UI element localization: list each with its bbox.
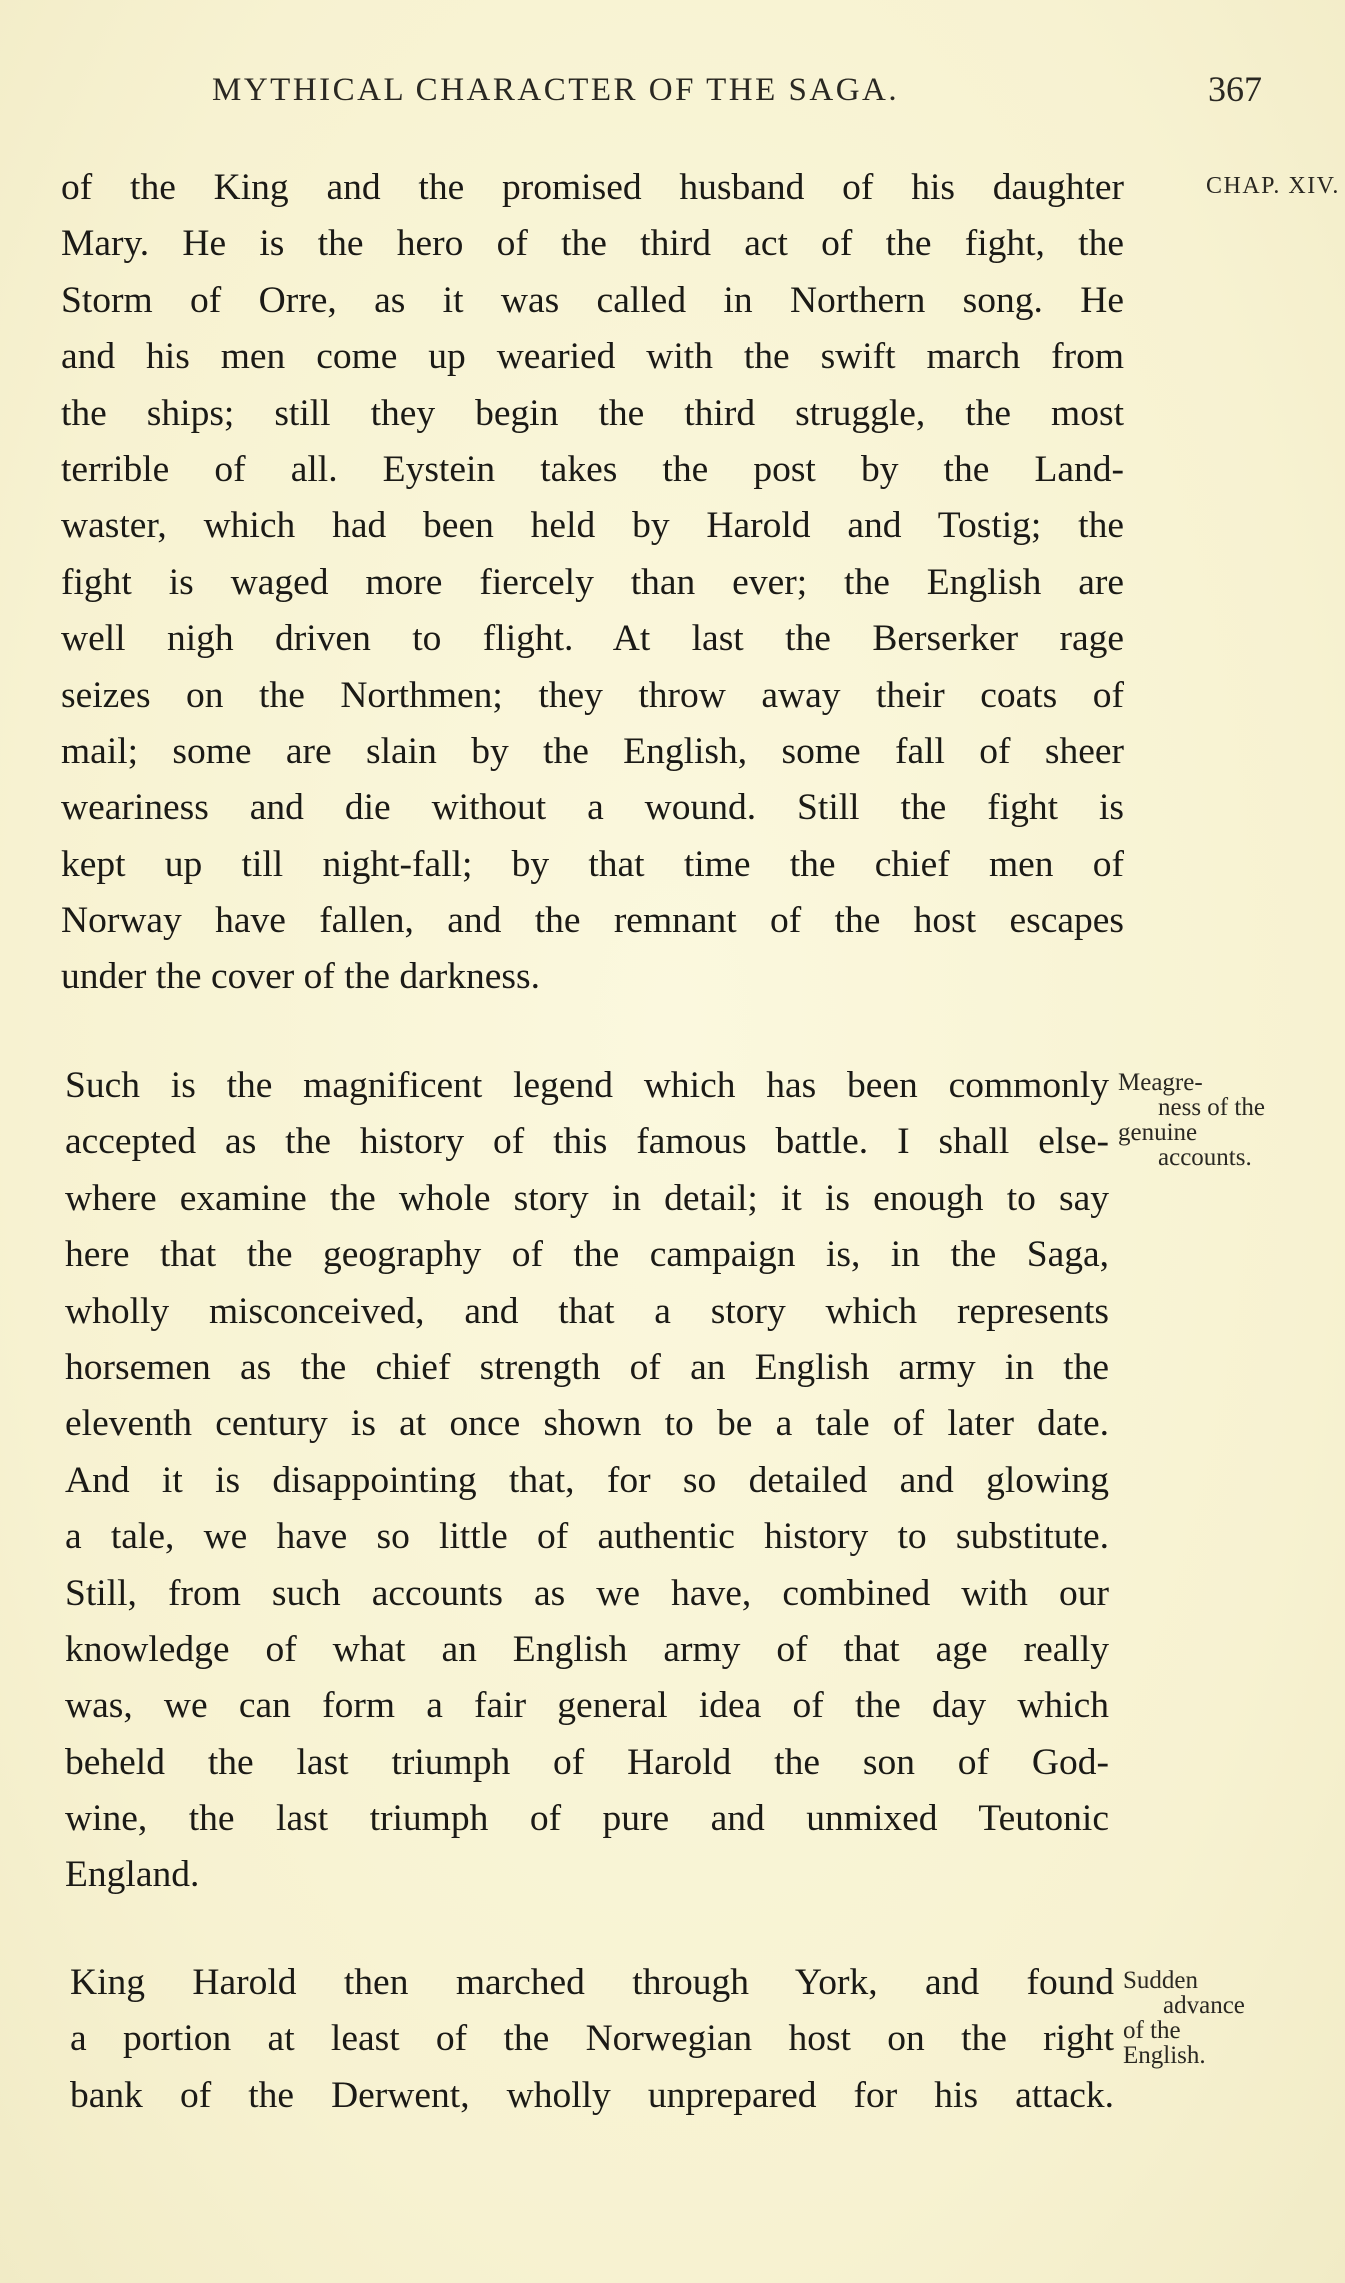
text-line: and his men come up wearied with the swift march from xyxy=(61,336,1124,378)
text-line: waster, which had been held by Harold and Tostig; the xyxy=(61,505,1124,547)
text-line: England. xyxy=(65,1854,200,1896)
text-line: the ships; still they begin the third struggle, the most xyxy=(61,392,1124,434)
text-line: beheld the last triumph of Harold the son of God- xyxy=(65,1741,1109,1783)
chapter-margin-note: CHAP. XIV. xyxy=(1206,173,1340,199)
margin-note-line: ness of the xyxy=(1158,1094,1265,1121)
paragraph-1 xyxy=(61,160,1124,1006)
text-line: knowledge of what an English army of that age really xyxy=(65,1628,1109,1670)
paragraph-3 xyxy=(70,1955,1114,2124)
text-line: under the cover of the darkness. xyxy=(61,956,540,998)
text-line: Storm of Orre, as it was called in Northern song. He xyxy=(61,279,1124,321)
text-line: Mary. He is the hero of the third act of the fight, the xyxy=(61,223,1124,265)
text-line: King Harold then marched through York, and found xyxy=(70,1962,1114,2003)
margin-note-line: accounts. xyxy=(1158,1144,1252,1171)
text-line: here that the geography of the campaign is, in the Saga, xyxy=(65,1234,1109,1276)
text-line: wholly misconceived, and that a story which represents xyxy=(65,1290,1109,1332)
paragraph-2 xyxy=(65,1058,1109,1904)
margin-note-line: Meagre- xyxy=(1118,1069,1203,1096)
text-line: Norway have fallen, and the remnant of the host escapes xyxy=(61,900,1124,942)
text-line: of the King and the promised husband of his daughter xyxy=(61,167,1124,208)
text-line: eleventh century is at once shown to be a tale of later date. xyxy=(65,1403,1109,1445)
margin-note-line: of the xyxy=(1123,2017,1181,2044)
text-line: was, we can form a fair general idea of the day which xyxy=(65,1685,1109,1727)
text-line: weariness and die without a wound. Still the fight is xyxy=(61,787,1124,829)
text-line: Still, from such accounts as we have, combined with our xyxy=(65,1572,1109,1614)
margin-note-line: Sudden xyxy=(1123,1967,1198,1994)
page-number: 367 xyxy=(1208,69,1262,109)
text-line: terrible of all. Eystein takes the post by the Land- xyxy=(61,448,1124,490)
text-line: horsemen as the chief strength of an English army in the xyxy=(65,1346,1109,1388)
text-line: mail; some are slain by the English, some fall of sheer xyxy=(61,730,1124,772)
text-line: where examine the whole story in detail; it is enough to say xyxy=(65,1177,1109,1219)
text-line: a tale, we have so little of authentic history to substitute. xyxy=(65,1516,1109,1558)
text-line: accepted as the history of this famous battle. I shall else- xyxy=(65,1121,1109,1163)
sudden-margin-note xyxy=(1123,1968,1245,2068)
text-line: And it is disappointing that, for so detailed and glowing xyxy=(65,1459,1109,1501)
text-line: wine, the last triumph of pure and unmixed Teutonic xyxy=(65,1798,1109,1840)
text-line: Such is the magnificent legend which has been commonly xyxy=(65,1065,1109,1106)
meagre-margin-note xyxy=(1118,1070,1265,1170)
text-line: kept up till night-fall; by that time the chief men of xyxy=(61,843,1124,885)
text-line: well nigh driven to flight. At last the Berserker rage xyxy=(61,618,1124,660)
margin-note-line: genuine xyxy=(1118,1119,1198,1146)
text-line: fight is waged more fiercely than ever; the English are xyxy=(61,561,1124,603)
text-line: bank of the Derwent, wholly unprepared for his attack. xyxy=(70,2074,1114,2116)
margin-note-line: advance xyxy=(1163,1992,1245,2019)
text-line: a portion at least of the Norwegian host on the right xyxy=(70,2018,1114,2060)
running-title: MYTHICAL CHARACTER OF THE SAGA. xyxy=(212,72,900,108)
margin-note-line: English. xyxy=(1123,2042,1206,2069)
text-line: seizes on the Northmen; they throw away their coats of xyxy=(61,674,1124,716)
